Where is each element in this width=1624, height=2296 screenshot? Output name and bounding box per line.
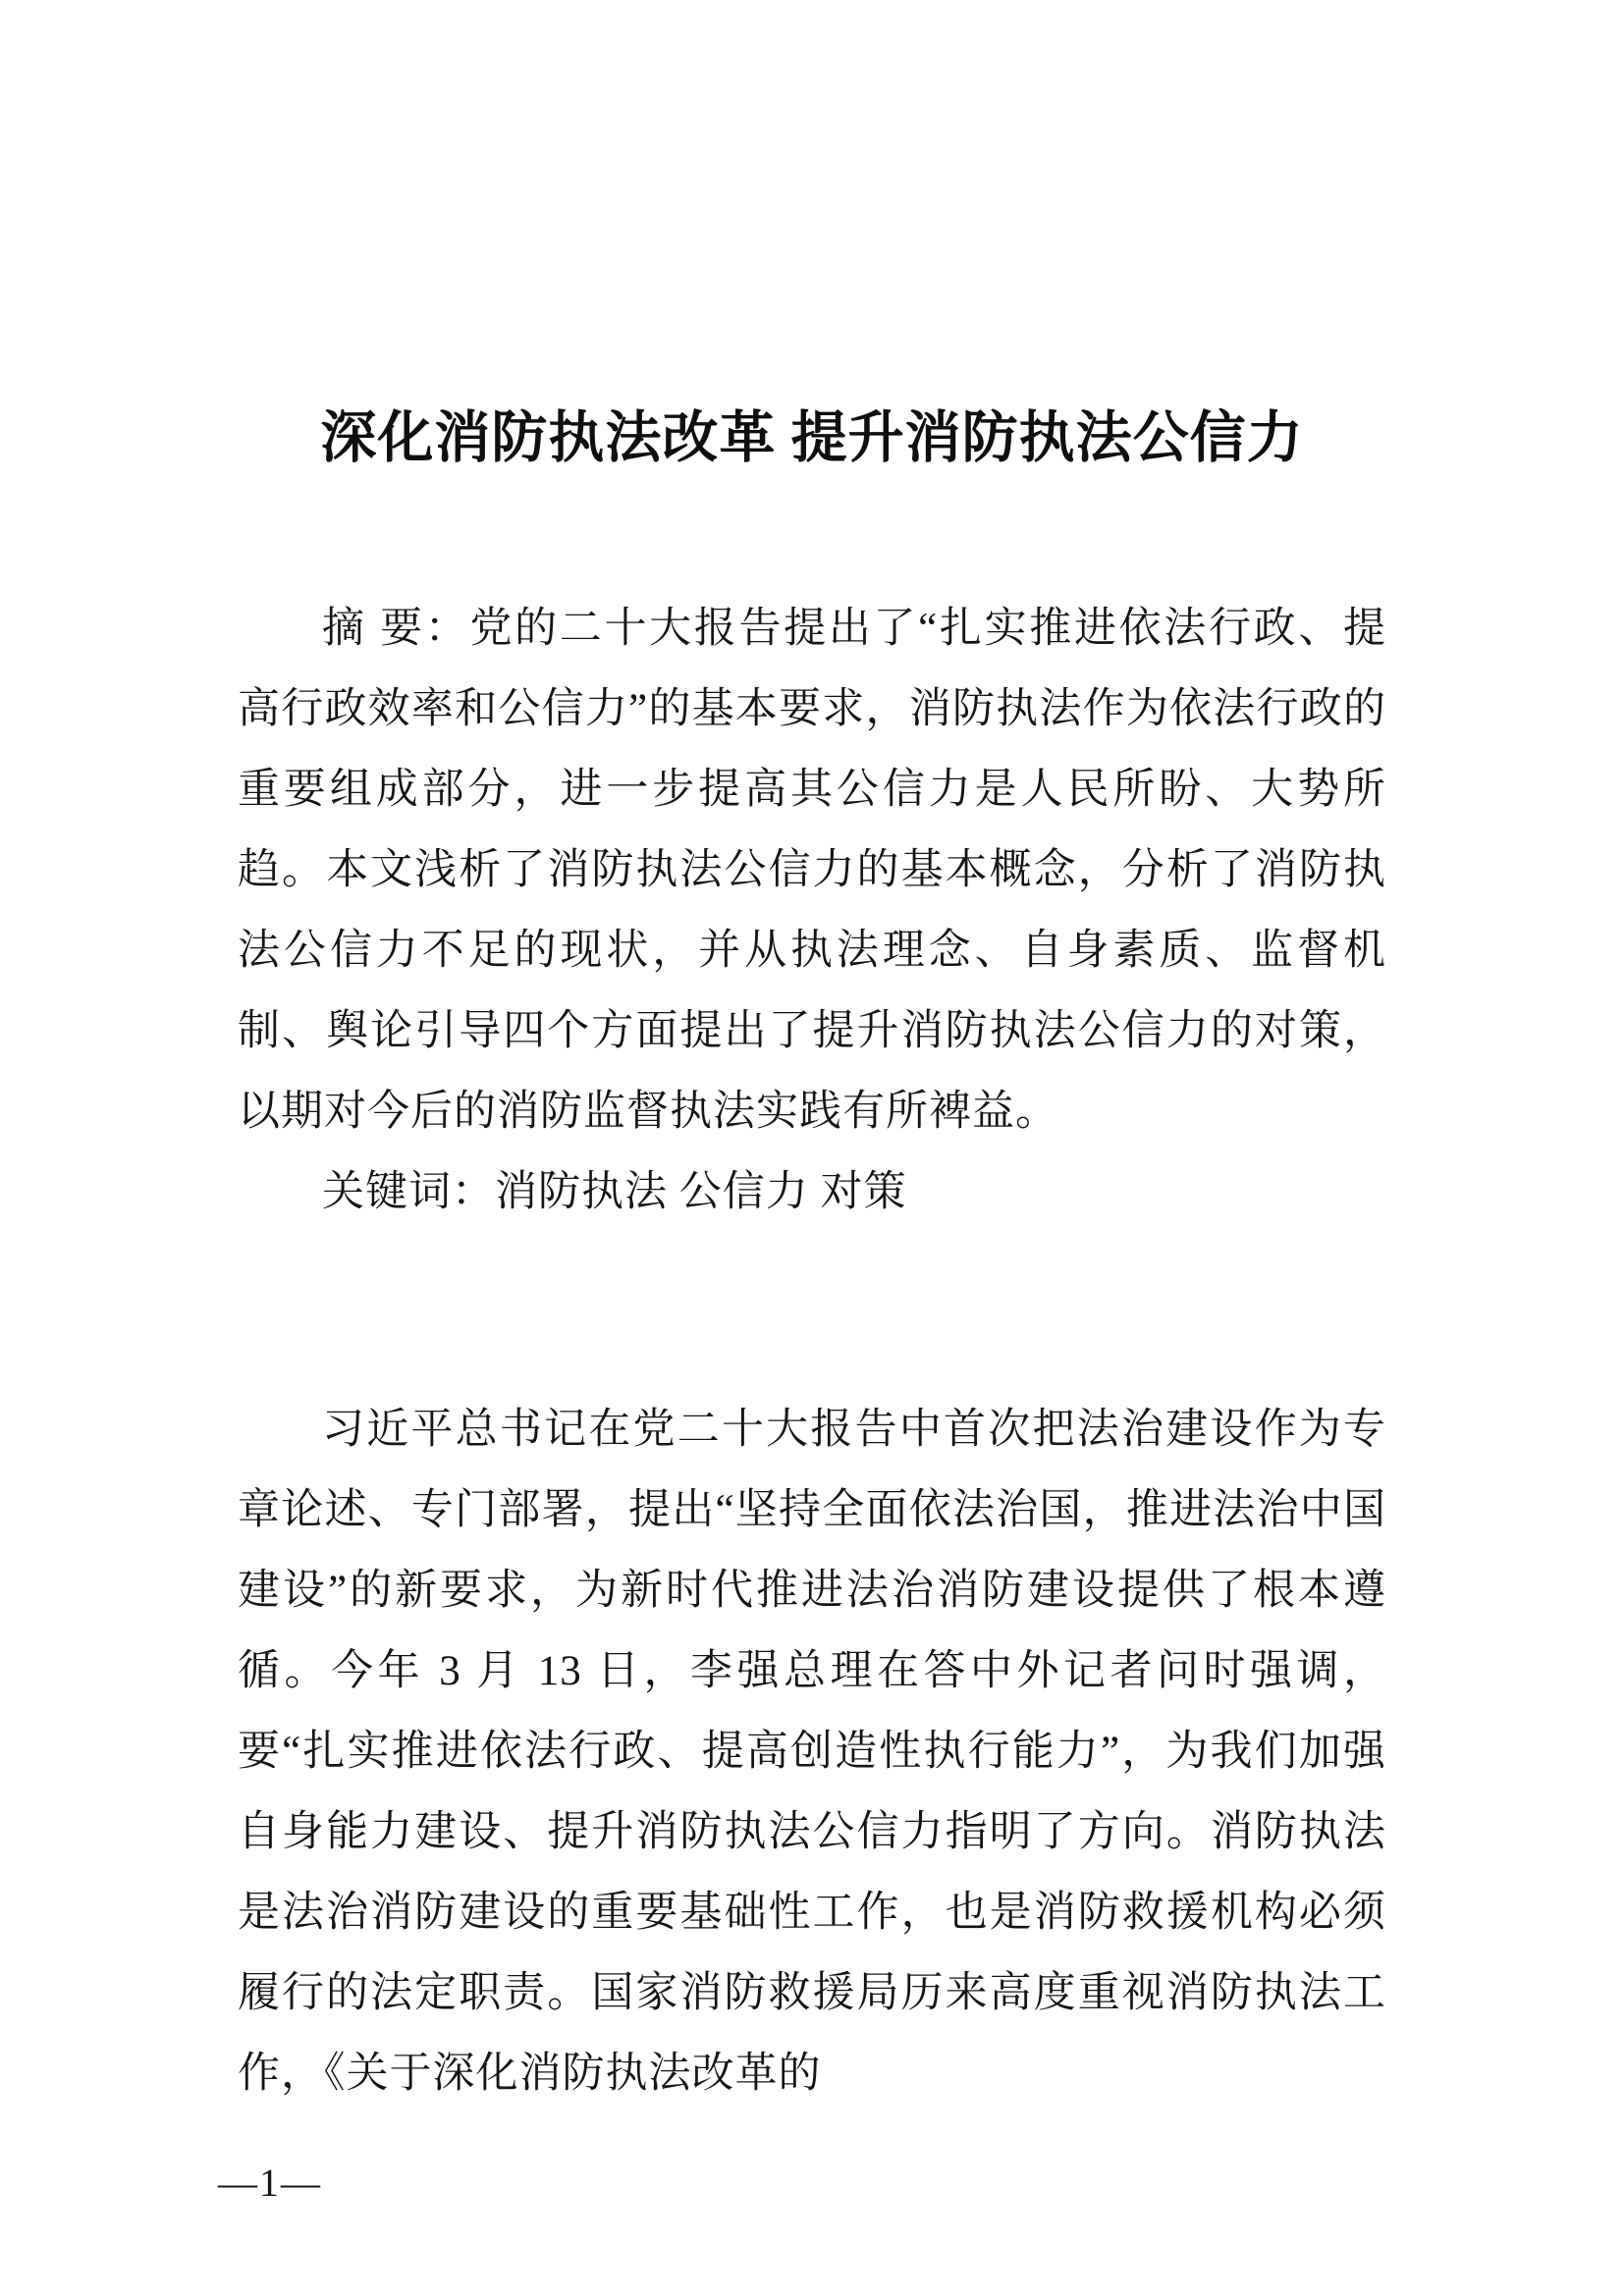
page-title: 深化消防执法改革 提升消防执法公信力 <box>320 407 1304 469</box>
keywords-line: 关键词：消防执法 公信力 对策 <box>322 1169 907 1215</box>
document-content <box>238 393 1386 2114</box>
page-number: —1— <box>218 2161 322 2205</box>
abstract-paragraph: 摘 要：党的二十大报告提出了“扎实推进依法行政、提高行政效率和公信力”的基本要求，消防执法作为依法行政的重要组成部分，进一步提高其公信力是人民所盼、大势所趋。本文浅析了消防执法公信力的基本概念，分析了消防执法公信力不足的现状，并从执法理念、自身素质、监督机制、舆论引导四个方面提出了提升消防执法公信力的对策，以期对今后的消防监督执法实践有所裨益。 <box>238 606 1386 1135</box>
body-paragraph: 习近平总书记在党二十大报告中首次把法治建设作为专章论述、专门部署，提出“坚持全面依法治国，推进法治中国建设”的新要求，为新时代推进法治消防建设提供了根本遵循。今年 3 月 13 日，李强总理在答中外记者问时强调，要“扎实推进依法行政、提高创造性执行能力”，为我们加强自身能力建设、提升消防执法公信力指明了方向。消防执法是法治消防建设的重要基础性工作，也是消防救援机构必须履行的法定职责。国家消防救援局历来高度重视消防执法工作，《关于深化消防执法改革的 <box>238 1407 1386 2097</box>
